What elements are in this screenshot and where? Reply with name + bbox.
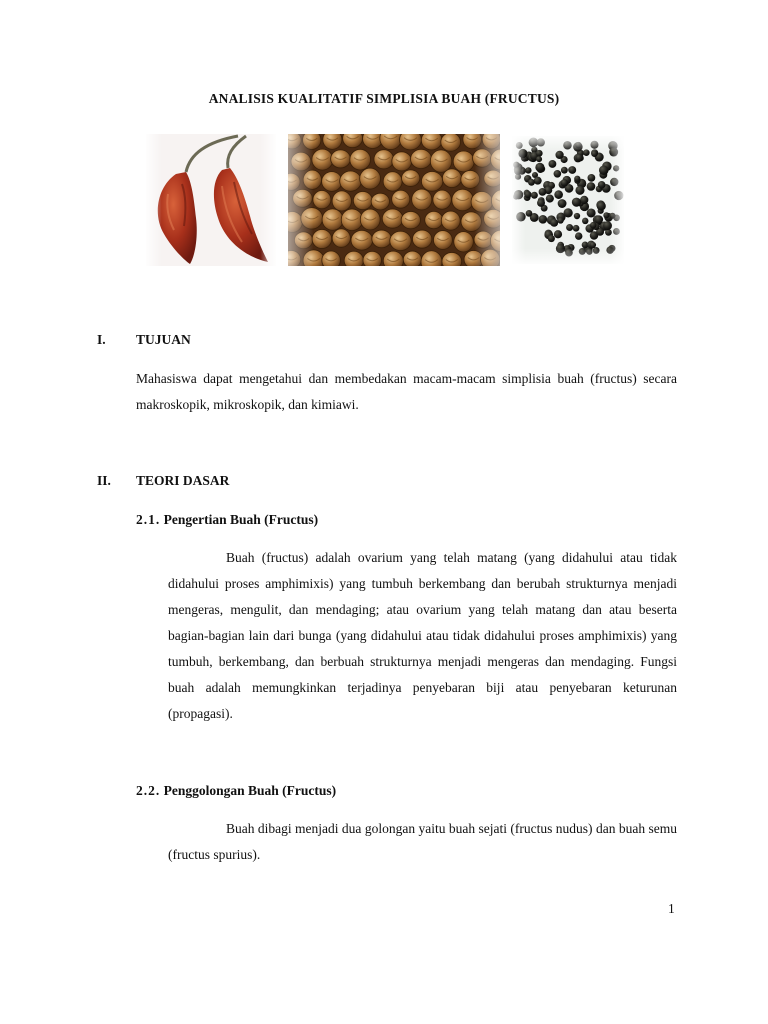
subsection-title: Pengertian Buah (Fructus) bbox=[163, 512, 319, 527]
subsection-heading bbox=[136, 783, 336, 799]
section-number: II. bbox=[97, 473, 111, 488]
section-title: TUJUAN bbox=[136, 332, 191, 347]
coriander-seeds-photo bbox=[281, 134, 512, 266]
figure-strip bbox=[146, 134, 626, 266]
subsection-number: 2.1. bbox=[136, 512, 161, 527]
black-pepper-photo bbox=[512, 136, 624, 264]
subsection-title: Penggolongan Buah (Fructus) bbox=[163, 783, 337, 798]
subsection-number: 2.2. bbox=[136, 783, 161, 798]
page-number: 1 bbox=[668, 901, 675, 916]
subsection-paragraph: Buah (fructus) adalah ovarium yang telah matang (yang didahului atau tidak didahului proses amphimixis) yang tumbuh berkembang dan berubah strukturnya menjadi mengeras, mengulit, dan mendaging; atau ovarium yang telah matang dan atau beserta bagian-bagian lain dari bunga (yang didahului atau tidak didahului proses amphimixis) yang tumbuh, berkembang, dan berbuah strukturnya menjadi mengeras dan mendaging. Fungsi buah adalah memungkinkan terjadinya penyebaran biji atau penyebaran keturunan (propagasi). bbox=[168, 550, 677, 721]
document-title: ANALISIS KUALITATIF SIMPLISIA BUAH (FRUCTUS) bbox=[208, 91, 560, 106]
section-paragraph: Mahasiswa dapat mengetahui dan membedakan macam-macam simplisia buah (fructus) secara makroskopik, mikroskopik, dan kimiawi. bbox=[136, 371, 677, 412]
section-number: I. bbox=[97, 332, 106, 347]
chili-peppers-photo bbox=[146, 134, 276, 266]
section-title: TEORI DASAR bbox=[136, 473, 230, 488]
subsection-heading bbox=[136, 512, 318, 528]
subsection-paragraph: Buah dibagi menjadi dua golongan yaitu buah sejati (fructus nudus) dan buah semu (fructus spurius). bbox=[168, 821, 677, 862]
